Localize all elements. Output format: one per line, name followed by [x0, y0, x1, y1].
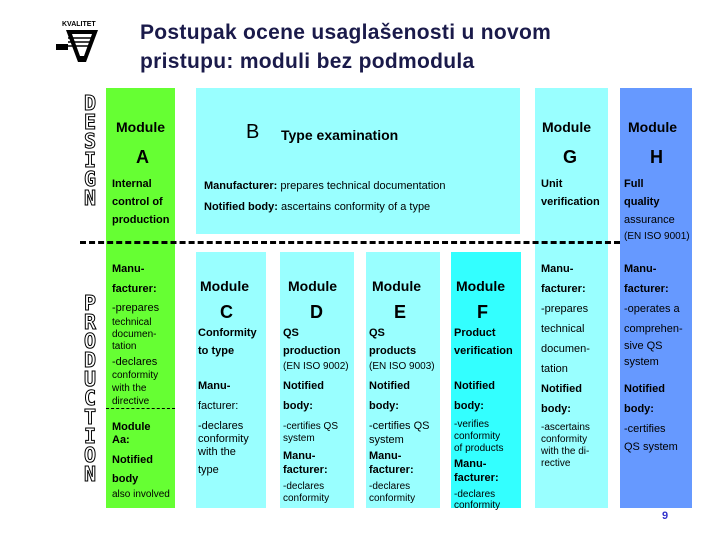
production-letter-0: P	[83, 291, 97, 315]
module-d-head: Module	[288, 278, 337, 294]
module-g-line-1: Unit	[541, 178, 563, 190]
design-label	[80, 91, 100, 210]
module-g-prod-7: body:	[541, 403, 571, 415]
module-c-prod-0: Manu-	[198, 380, 231, 392]
module-f-prod-2: -verifies	[454, 419, 490, 430]
module-f-prod-6: facturer:	[454, 472, 499, 484]
module-g-prod-10: with the di-	[541, 446, 590, 457]
module-d-box	[280, 252, 354, 508]
module-e-prod-6: -declares	[369, 481, 411, 492]
module-h-prod-5: system	[624, 356, 659, 368]
title-line-2: pristupu: moduli bez podmodula	[140, 50, 475, 73]
module-h-line-2: quality	[624, 196, 660, 208]
module-b-manuf-text: prepares technical documentation	[280, 180, 446, 192]
module-c-prod-3: conformity	[198, 433, 249, 445]
kvalitet-logo	[52, 18, 100, 66]
module-b-nb-label: Notified body:	[204, 201, 278, 213]
module-a-prod-1: facturer:	[112, 283, 157, 295]
module-a-line-3: production	[112, 214, 170, 226]
logo-text: KVALITET	[62, 21, 96, 28]
module-g-head: Module	[542, 119, 591, 135]
module-f-prod-7: -declares	[454, 489, 496, 500]
module-f-prod-3: conformity	[454, 431, 501, 442]
module-a-prod-9: directive	[112, 396, 150, 407]
module-b-head: Type examination	[281, 127, 399, 143]
module-a-prod-0: Manu-	[112, 263, 145, 275]
module-a-line-1: Internal	[112, 178, 152, 190]
module-e-prod-5: facturer:	[369, 464, 414, 476]
module-h-line-1: Full	[624, 178, 644, 190]
module-aa-3: body	[112, 473, 139, 485]
module-h-prod-2: -operates a	[624, 303, 680, 315]
module-d-prod-1: body:	[283, 400, 313, 412]
module-d-letter: D	[310, 302, 323, 322]
module-e-prod-0: Notified	[369, 380, 410, 392]
module-h-line-4: (EN ISO 9001)	[624, 231, 690, 242]
module-f-prod-0: Notified	[454, 380, 495, 392]
module-g-line-2: verification	[541, 196, 600, 208]
module-aa-2: Notified	[112, 454, 153, 466]
module-e-line-2: products	[369, 345, 417, 357]
module-g-prod-5: tation	[541, 363, 568, 375]
module-e-prod-2: -certifies QS	[369, 420, 430, 432]
module-h-prod-9: QS system	[624, 441, 678, 453]
module-f-prod-1: body:	[454, 400, 484, 412]
module-d-prod-5: facturer:	[283, 464, 328, 476]
title-line-1: Postupak ocene usaglašenosti u novom	[140, 21, 552, 44]
design-letter-2: S	[83, 129, 97, 153]
module-a-column	[106, 88, 175, 508]
module-aa-0: Module	[112, 421, 151, 433]
design-letter-4: G	[83, 167, 97, 191]
module-d-line-3: (EN ISO 9002)	[283, 361, 349, 372]
module-a-line-2: control of	[112, 196, 163, 208]
module-f-prod-5: Manu-	[454, 458, 487, 470]
module-a-divider	[106, 408, 175, 409]
module-b-manuf-label: Manufacturer:	[204, 180, 278, 192]
module-a-letter: A	[136, 147, 149, 167]
module-c-prod-1: facturer:	[198, 400, 239, 412]
module-d-prod-6: -declares	[283, 481, 325, 492]
design-production-separator	[80, 241, 620, 244]
module-f-letter: F	[477, 302, 488, 322]
module-e-prod-4: Manu-	[369, 450, 402, 462]
module-a-prod-8: with the	[112, 383, 147, 394]
production-letter-4: U	[83, 367, 97, 391]
production-letter-8: O	[83, 443, 97, 467]
module-c-line-1: Conformity	[198, 327, 257, 339]
module-aa-4: also involved	[112, 489, 170, 500]
module-f-prod-4: of products	[454, 443, 504, 454]
module-h-prod-0: Manu-	[624, 263, 657, 275]
module-e-line-1: QS	[369, 327, 385, 339]
module-b-letter: B	[246, 121, 260, 143]
module-e-letter: E	[394, 302, 407, 322]
module-c-line-2: to type	[198, 345, 235, 357]
module-g-prod-0: Manu-	[541, 263, 574, 275]
module-g-prod-6: Notified	[541, 383, 582, 395]
module-e-line-3: (EN ISO 9003)	[369, 361, 435, 372]
module-f-line-2: verification	[454, 345, 513, 357]
module-g-prod-2: -prepares	[541, 303, 589, 315]
production-letter-1: R	[83, 310, 97, 334]
module-a-prod-4: documen-	[112, 329, 157, 340]
module-h-head: Module	[628, 119, 677, 135]
production-letter-9: N	[83, 462, 97, 486]
module-h-prod-1: facturer:	[624, 283, 669, 295]
module-a-prod-2: -prepares	[112, 302, 160, 314]
module-e-head: Module	[372, 278, 421, 294]
module-a-prod-6: -declares	[112, 356, 158, 368]
module-g-prod-8: -ascertains	[541, 422, 590, 433]
module-a-prod-5: tation	[112, 341, 137, 352]
module-d-prod-7: conformity	[283, 493, 330, 504]
module-c-box	[196, 252, 266, 508]
module-c-prod-2: -declares	[198, 420, 244, 432]
module-f-prod-8: conformity	[454, 500, 501, 511]
module-c-head: Module	[200, 278, 249, 294]
module-h-column	[620, 88, 692, 508]
module-c-prod-5: type	[198, 464, 219, 476]
module-b-box	[196, 88, 520, 234]
module-g-prod-9: conformity	[541, 434, 588, 445]
module-f-line-1: Product	[454, 327, 496, 339]
module-e-prod-3: system	[369, 434, 404, 446]
module-a-prod-7: conformity	[112, 370, 159, 381]
module-c-prod-4: with the	[198, 446, 236, 458]
module-a-head: Module	[116, 119, 165, 135]
module-d-prod-4: Manu-	[283, 450, 316, 462]
module-d-prod-0: Notified	[283, 380, 324, 392]
module-h-prod-7: body:	[624, 403, 654, 415]
design-letter-0: D	[83, 91, 97, 115]
design-letter-5: N	[83, 186, 97, 210]
module-h-prod-6: Notified	[624, 383, 665, 395]
production-letter-6: T	[83, 405, 97, 429]
production-letter-3: D	[83, 348, 97, 372]
module-g-prod-3: technical	[541, 323, 585, 335]
module-e-box	[366, 252, 440, 508]
module-c-letter: C	[220, 302, 233, 322]
production-label	[80, 291, 100, 486]
production-letter-7: I	[83, 424, 97, 448]
module-e-prod-7: conformity	[369, 493, 416, 504]
module-h-prod-4: sive QS	[624, 340, 663, 352]
design-letter-3: I	[83, 148, 97, 172]
module-g-letter: G	[563, 147, 578, 167]
page-number: 9	[662, 510, 669, 522]
module-h-prod-8: -certifies	[624, 423, 666, 435]
module-h-prod-3: comprehen-	[624, 323, 683, 335]
module-d-prod-3: system	[283, 433, 315, 444]
module-h-letter: H	[650, 147, 663, 167]
module-d-prod-2: -certifies QS	[283, 421, 339, 432]
module-aa-1: Aa:	[112, 434, 130, 446]
module-b-nb-text: ascertains conformity of a type	[281, 201, 431, 213]
module-f-box	[451, 252, 521, 511]
design-letter-1: E	[83, 110, 97, 134]
module-d-line-2: production	[283, 345, 341, 357]
module-g-prod-11: rective	[541, 458, 571, 469]
production-letter-5: C	[83, 386, 97, 410]
module-g-prod-4: documen-	[541, 343, 590, 355]
module-f-head: Module	[456, 278, 505, 294]
production-letter-2: O	[83, 329, 97, 353]
module-g-prod-1: facturer:	[541, 283, 586, 295]
module-a-prod-3: technical	[112, 317, 152, 328]
page-title	[140, 18, 700, 76]
module-e-prod-1: body:	[369, 400, 399, 412]
module-h-line-3: assurance	[624, 214, 675, 226]
module-g-column	[535, 88, 608, 508]
module-d-line-1: QS	[283, 327, 299, 339]
